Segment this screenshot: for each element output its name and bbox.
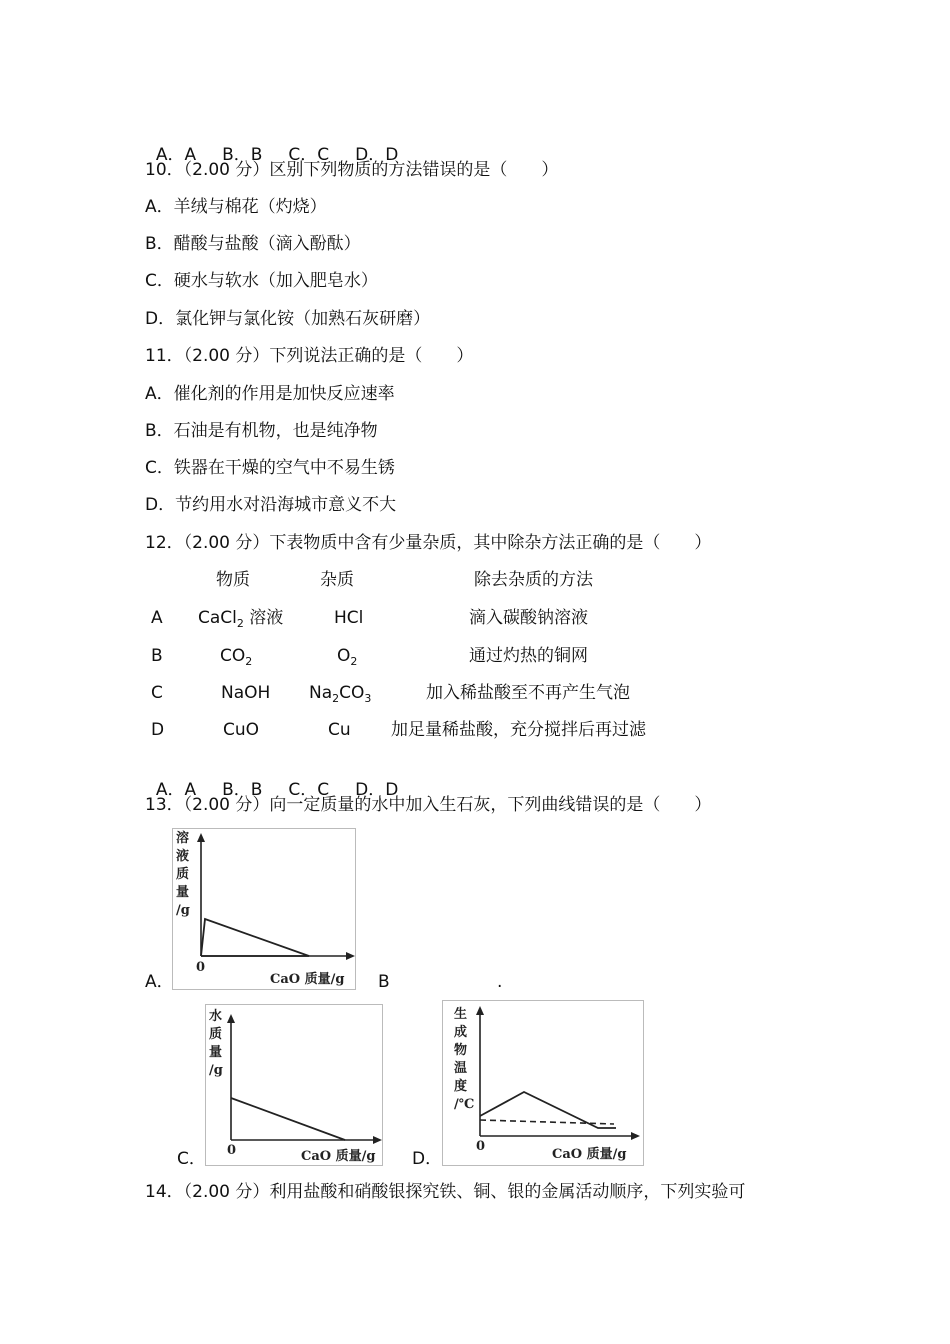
table-header-impurity: 杂质 — [320, 570, 354, 590]
graph-c — [205, 1004, 383, 1166]
q13-option-b-label: B — [378, 972, 390, 992]
table-cell-method: 加足量稀盐酸，充分搅拌后再过滤 — [391, 720, 646, 740]
q14-stem: 14．（2.00 分）利用盐酸和硝酸银探究铁、铜、银的金属活动顺序，下列实验可 — [145, 1182, 746, 1202]
axis-label-char: /g — [209, 1063, 223, 1078]
axis-label-char: 物 — [454, 1043, 468, 1058]
q12-choice-b: B．B — [222, 780, 263, 800]
axis-label-char: 生 — [454, 1007, 468, 1022]
table-header-method: 除去杂质的方法 — [474, 570, 593, 590]
table-row-label: C — [151, 683, 163, 703]
q13-option-b-dot: . — [497, 972, 503, 992]
axis-label-char: 度 — [454, 1079, 468, 1094]
table-row-label: A — [151, 608, 163, 628]
graph-d — [442, 1000, 644, 1166]
graph-c-origin: 0 — [227, 1143, 237, 1158]
table-cell-substance: NaOH — [221, 683, 271, 703]
q11-option-d: D．节约用水对沿海城市意义不大 — [145, 495, 397, 515]
q12-choice-c: C．C — [288, 780, 330, 800]
graph-c-xlabel: CaO 质量/g — [301, 1149, 376, 1164]
q11-stem: 11．（2.00 分）下列说法正确的是（ ） — [145, 346, 474, 366]
graph-d-xlabel: CaO 质量/g — [552, 1147, 627, 1162]
table-cell-impurity: Cu — [328, 720, 351, 740]
table-header-substance: 物质 — [216, 570, 250, 590]
axis-label-char: 质 — [209, 1027, 223, 1042]
axis-label-char: 溶 — [176, 831, 190, 846]
table-row-label: B — [151, 646, 163, 666]
axis-label-char: 水 — [209, 1009, 223, 1024]
q12-choice-a: A．A — [155, 780, 197, 800]
table-cell-method: 滴入碳酸钠溶液 — [469, 608, 588, 628]
q10-stem: 10．（2.00 分）区别下列物质的方法错误的是（ ） — [145, 160, 559, 180]
q9-choice-b: B．B — [222, 145, 263, 165]
q10-option-c: C．硬水与软水（加入肥皂水） — [145, 271, 378, 291]
q9-choice-c: C．C — [288, 145, 330, 165]
q13-option-c-label: C． — [177, 1149, 206, 1169]
axis-label-char: 量 — [209, 1045, 223, 1060]
table-cell-method: 加入稀盐酸至不再产生气泡 — [426, 683, 630, 703]
q10-option-d: D．氯化钾与氯化铵（加熟石灰研磨） — [145, 309, 431, 329]
table-cell-impurity: $O_2$ — [337, 646, 358, 668]
q10-option-a: A．羊绒与棉花（灼烧） — [145, 197, 327, 217]
graph-d-origin: 0 — [476, 1139, 486, 1154]
axis-label-char: /℃ — [454, 1097, 475, 1112]
q11-option-c: C．铁器在干燥的空气中不易生锈 — [145, 458, 395, 478]
q13-stem: 13．（2.00 分）向一定质量的水中加入生石灰，下列曲线错误的是（ ） — [145, 795, 712, 815]
table-cell-impurity: HCl — [334, 608, 364, 628]
table-row-label: D — [151, 720, 165, 740]
q12-stem: 12．（2.00 分）下表物质中含有少量杂质，其中除杂方法正确的是（ ） — [145, 533, 712, 553]
axis-label-char: 成 — [454, 1025, 468, 1040]
q11-option-b: B．石油是有机物，也是纯净物 — [145, 421, 378, 441]
axis-label-char: 质 — [176, 867, 190, 882]
q9-choice-d: D．D — [355, 145, 399, 165]
table-cell-impurity: $Na_2CO_3$ — [309, 683, 372, 705]
q13-option-d-label: D． — [412, 1149, 443, 1169]
table-cell-substance: $CO_2$ — [220, 646, 253, 668]
q9-choice-a: A．A — [155, 145, 197, 165]
q11-option-a: A．催化剂的作用是加快反应速率 — [145, 384, 395, 404]
table-cell-substance: CaCl$_2$ 溶液 — [198, 608, 284, 630]
graph-a-origin: 0 — [196, 960, 206, 975]
table-cell-substance: CuO — [223, 720, 260, 740]
q13-option-a-label: A． — [145, 972, 174, 992]
table-cell-method: 通过灼热的铜网 — [469, 646, 588, 666]
axis-label-char: 温 — [454, 1061, 468, 1076]
q12-choice-d: D．D — [355, 780, 399, 800]
graph-a — [172, 828, 356, 990]
axis-label-char: 液 — [176, 849, 190, 864]
graph-a-ylabel — [176, 830, 190, 918]
axis-label-char: /g — [176, 903, 190, 918]
graph-a-xlabel: CaO 质量/g — [270, 972, 345, 987]
q10-option-b: B．醋酸与盐酸（滴入酚酞） — [145, 234, 361, 254]
axis-label-char: 量 — [176, 885, 190, 900]
